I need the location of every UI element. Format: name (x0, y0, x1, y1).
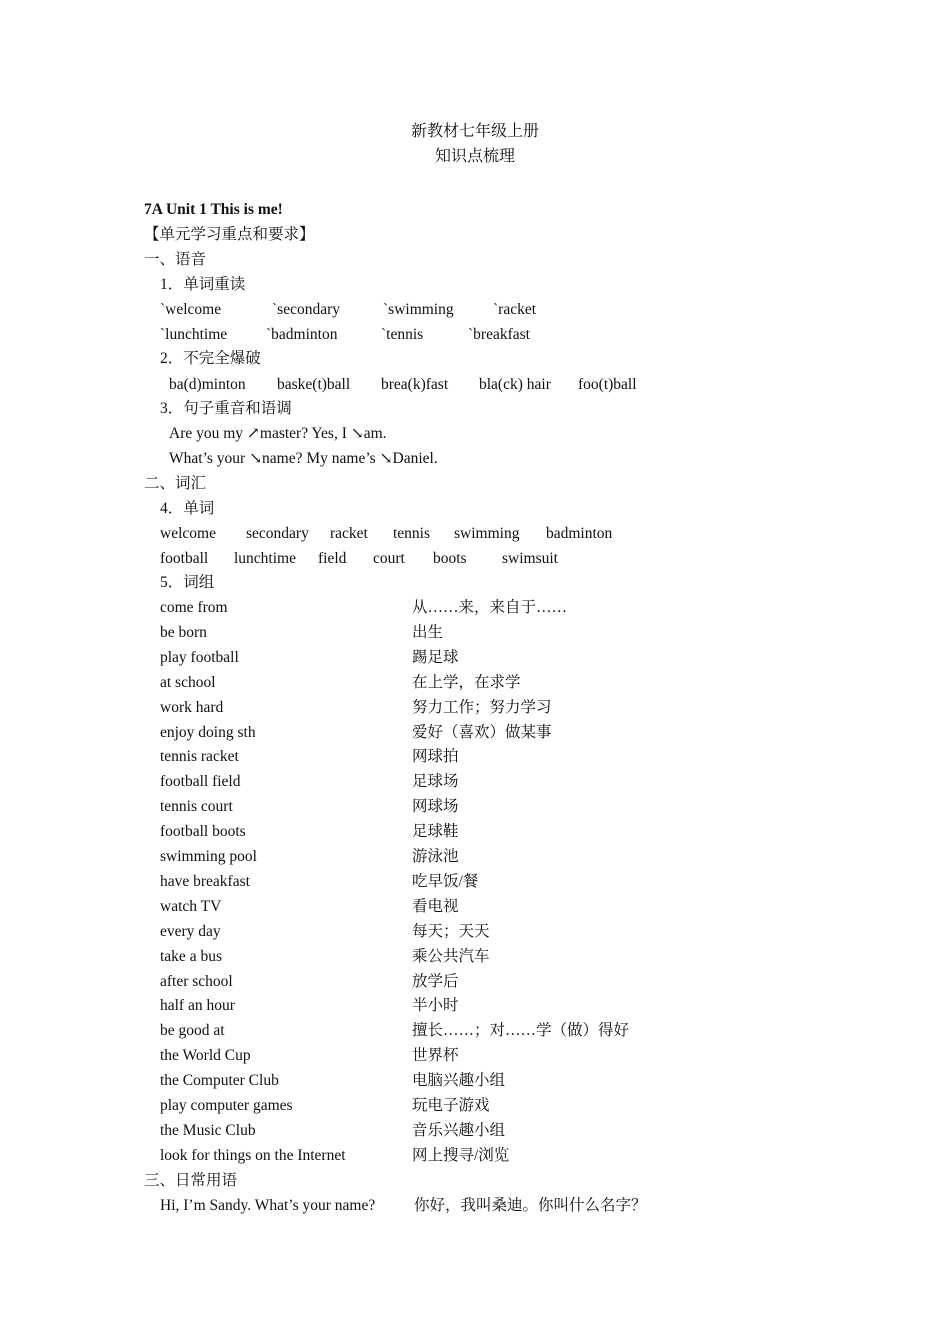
phrase-chinese: 游泳池 (412, 848, 459, 865)
phrase-english: play computer games (160, 1097, 293, 1114)
phrase-chinese: 努力工作；努力学习 (412, 699, 552, 716)
phrase-english: enjoy doing sth (160, 724, 256, 741)
plosion-word: ba(d)minton (169, 376, 246, 393)
section-expressions-heading: 三、日常用语 (144, 1172, 238, 1189)
phrase-english: tennis racket (160, 748, 239, 765)
requirements-heading: 【单元学习重点和要求】 (144, 226, 315, 243)
vocab-word: badminton (546, 525, 613, 542)
phrase-chinese: 电脑兴趣小组 (412, 1072, 506, 1089)
phrase-chinese: 音乐兴趣小组 (412, 1122, 506, 1139)
vocab-word: football (160, 550, 209, 567)
vocab-word: welcome (160, 525, 216, 542)
stress-word: `swimming (383, 301, 454, 318)
phrase-chinese: 每天；天天 (412, 923, 490, 940)
stress-word: `secondary (272, 301, 340, 318)
expression-zh: 你好，我叫桑迪。你叫什么名字？ (414, 1197, 647, 1214)
phrase-chinese: 网球场 (412, 798, 459, 815)
document-title: 新教材七年级上册 (410, 123, 539, 140)
vocab-word: secondary (246, 525, 309, 542)
plosion-word: brea(k)fast (381, 376, 449, 393)
phrase-english: watch TV (160, 898, 222, 915)
phrase-english: half an hour (160, 997, 235, 1014)
stress-word: `badminton (266, 326, 338, 343)
phrase-chinese: 擅长……；对……学（做）得好 (412, 1022, 630, 1039)
item5-label: 5．词组 (160, 574, 215, 591)
item1-label: 1．单词重读 (160, 276, 246, 293)
item2-label: 2．不完全爆破 (160, 350, 261, 367)
section-pronunciation-heading: 一、语音 (144, 251, 207, 268)
phrase-chinese: 放学后 (412, 973, 459, 990)
item4-label: 4．单词 (160, 500, 215, 517)
phrase-english: the Music Club (160, 1122, 256, 1139)
phrase-chinese: 看电视 (412, 898, 459, 915)
phrase-english: be good at (160, 1022, 225, 1039)
phrase-english: play football (160, 649, 239, 666)
vocab-word: swimming (454, 525, 520, 542)
phrase-chinese: 出生 (412, 624, 444, 641)
item3-label: 3．句子重音和语调 (160, 400, 292, 417)
phrase-chinese: 足球鞋 (412, 823, 459, 840)
phrase-english: come from (160, 599, 228, 616)
phrase-english: work hard (160, 699, 224, 716)
phrase-chinese: 乘公共汽车 (412, 948, 490, 965)
phrase-chinese: 爱好（喜欢）做某事 (412, 724, 552, 741)
phrase-english: have breakfast (160, 873, 250, 890)
section-vocabulary-heading: 二、词汇 (144, 475, 207, 492)
phrase-chinese: 从……来，来自于…… (412, 599, 568, 616)
phrase-chinese: 世界杯 (412, 1047, 459, 1064)
stress-word: `lunchtime (160, 326, 228, 343)
intonation-sentence-2: What’s your ↘name? My name’s ↘Daniel. (169, 450, 438, 467)
phrase-english: take a bus (160, 948, 222, 965)
vocab-word: boots (433, 550, 467, 567)
phrase-chinese: 网上搜寻/浏览 (412, 1147, 510, 1164)
phrase-chinese: 吃早饭/餐 (412, 873, 479, 890)
phrase-english: tennis court (160, 798, 233, 815)
phrase-chinese: 玩电子游戏 (412, 1097, 490, 1114)
phrase-chinese: 踢足球 (412, 649, 459, 666)
phrase-english: swimming pool (160, 848, 257, 865)
phrase-english: football boots (160, 823, 246, 840)
stress-word: `racket (493, 301, 537, 318)
phrase-english: every day (160, 923, 221, 940)
phrase-chinese: 半小时 (412, 997, 459, 1014)
vocab-word: field (318, 550, 347, 567)
phrase-chinese: 足球场 (412, 773, 459, 790)
phrase-chinese: 网球拍 (412, 748, 459, 765)
intonation-sentence-1: Are you my ↗master? Yes, I ↘am. (169, 425, 387, 442)
plosion-word: bla(ck) hair (479, 376, 551, 393)
plosion-word: baske(t)ball (277, 376, 351, 393)
vocab-word: swimsuit (502, 550, 558, 567)
vocab-word: tennis (393, 525, 431, 542)
stress-word: `breakfast (468, 326, 530, 343)
stress-word: `welcome (160, 301, 222, 318)
phrase-english: after school (160, 973, 233, 990)
vocab-word: court (373, 550, 405, 567)
phrase-english: the Computer Club (160, 1072, 279, 1089)
unit-heading: 7A Unit 1 This is me! (144, 201, 283, 218)
phrase-english: be born (160, 624, 207, 641)
plosion-word: foo(t)ball (578, 376, 637, 393)
phrase-chinese: 在上学，在求学 (412, 674, 521, 691)
phrase-english: look for things on the Internet (160, 1147, 346, 1164)
phrase-english: football field (160, 773, 241, 790)
phrase-english: at school (160, 674, 216, 691)
expression-en: Hi, I’m Sandy. What’s your name? (160, 1197, 376, 1214)
vocab-word: racket (330, 525, 368, 542)
stress-word: `tennis (381, 326, 424, 343)
document-subtitle: 知识点梳理 (434, 148, 515, 165)
vocab-word: lunchtime (234, 550, 296, 567)
phrase-english: the World Cup (160, 1047, 251, 1064)
